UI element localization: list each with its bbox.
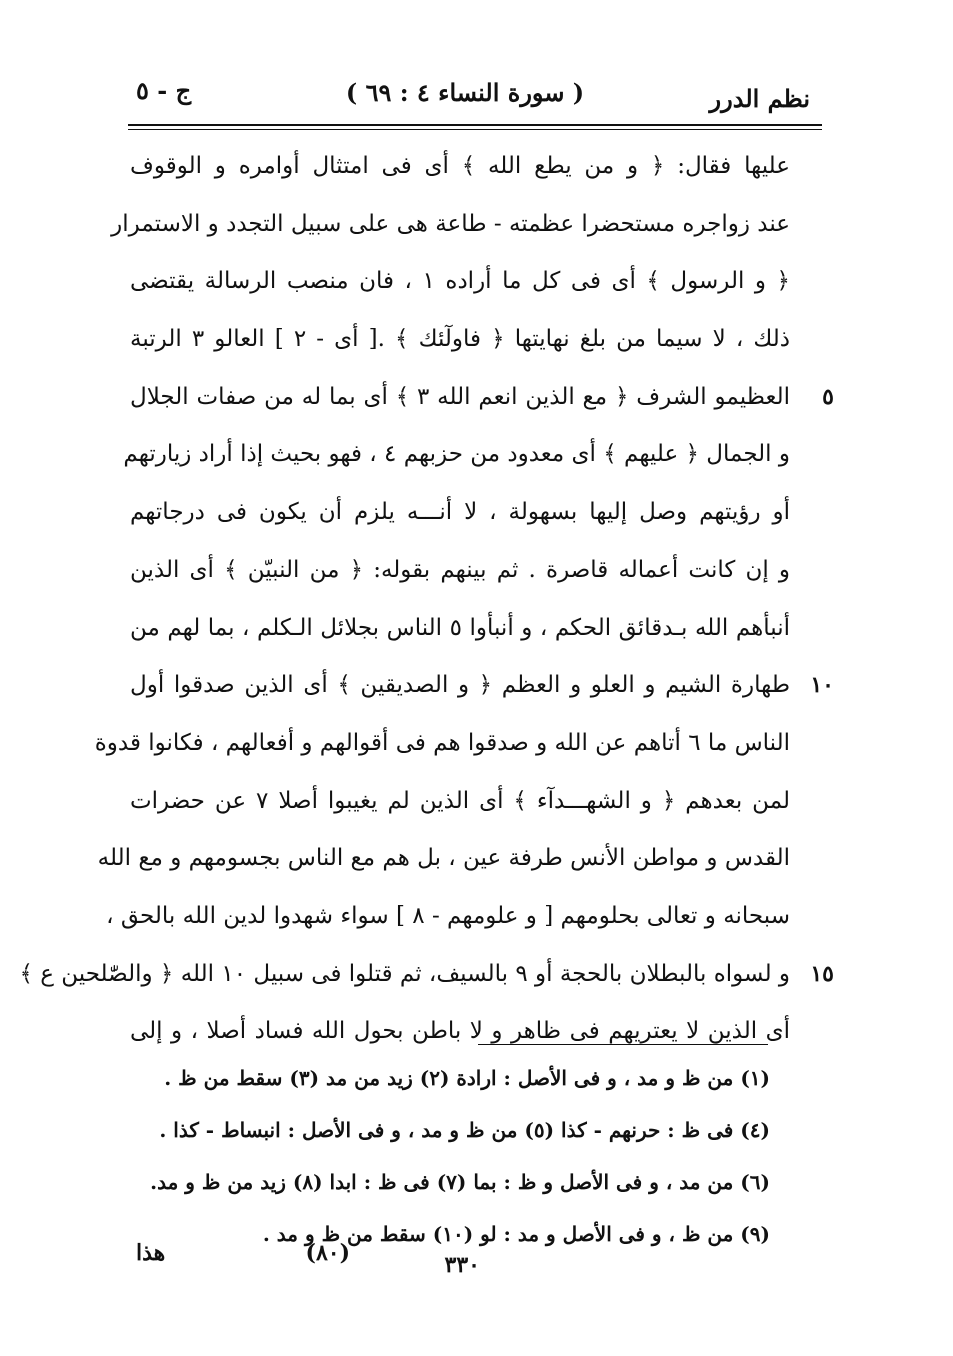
header-rule <box>128 124 822 126</box>
line-text: طهارة الشيم و العلو و العظم ﴿ و الصديقين ﴾ أى الذين صدقوا أول <box>130 672 790 699</box>
catchword: هذا <box>136 1240 166 1266</box>
page-footer <box>120 1240 800 1280</box>
line-number: ٥ <box>822 383 834 410</box>
header-rule-thin <box>128 129 822 130</box>
text-line <box>19 946 834 1004</box>
line-text: عند زواجره مستحضرا عظمته - طاعة هى على سبيل التجدد و الاستمرار <box>111 210 790 237</box>
footnote-line: (٤) فى ظ : حرنهم - كذا (٥) من ظ و مد ، و فى الأصل : انبساط - كذا . <box>159 1118 770 1142</box>
line-text: و إن كانت أعماله قاصرة . ثم بينهم بقوله: ﴿ من النبيّن ﴾ أى الذين <box>130 556 790 583</box>
line-text: العظيمو الشرف ﴿ مع الذين انعم الله ٣ ﴾ أى بما له من صفات الجلال <box>130 383 790 410</box>
text-line <box>130 600 790 658</box>
footnote-line: (١) من ظ و مد ، و فى الأصل : ارادة (٢) زيد من مد (٣) سقط من ظ . <box>164 1066 770 1090</box>
footnote-separator <box>478 1044 768 1045</box>
text-line <box>111 196 790 254</box>
line-text: و الجمال ﴿ عليهم ﴾ أى معدود من حزبهم ٤ ، فهو بحيث إذا أراد زيارتهم <box>123 441 790 468</box>
line-text: أو رؤيتهم وصل إليها بسهولة ، لا أنـــه يلزم أن يكون فى درجاتهم <box>130 499 790 526</box>
text-line <box>123 426 790 484</box>
line-text: سبحانه و تعالى بحلومهم [ و علومهم - ٨ ] سواء شهدوا لدين الله بالحق ، <box>106 902 790 929</box>
text-line <box>94 715 790 773</box>
main-text <box>19 138 834 1061</box>
book-title: نظم الدرر <box>709 84 810 113</box>
text-line <box>130 369 834 427</box>
signature-mark: (٨٠) <box>305 1240 350 1266</box>
text-line <box>97 830 790 888</box>
text-line <box>106 888 790 946</box>
line-text: عليها فقال: ﴿ و من يطع الله ﴾ أى فى امتثال أوامره و الوقوف <box>130 153 790 179</box>
text-line <box>130 657 834 715</box>
line-text: أى الذين لا يعتريهم فى ظاهر و لا باطن بحول الله فساد أصلا ، و إلى <box>130 1018 790 1045</box>
footnotes <box>120 1052 770 1260</box>
line-number: ١٠ <box>810 672 834 699</box>
surah-reference: ( سورة النساء ٤ : ٦٩ ) <box>345 78 585 107</box>
line-text: لمن بعدهم ﴿ و الشهـــدآء ﴾ أى الذين لم يغيبوا أصلا ٧ عن حضرات <box>130 787 790 814</box>
text-line <box>130 542 790 600</box>
line-text: و لسواه بالبطلان بالحجة أو ٩ بالسيف، ثم قتلوا فى سبيل ١٠ الله ﴿ والصّٰلحين ع ﴾ <box>19 960 790 987</box>
line-text: ﴿ و الرسول ﴾ أى فى كل ما أراده ١ ، فان منصب الرسالة يقتضى <box>130 268 790 295</box>
text-line <box>130 311 790 369</box>
text-line <box>130 484 790 542</box>
volume-number: ج - ٥ <box>136 76 192 105</box>
line-text: الناس ما ٦ أتاهم عن الله و صدقوا هم فى أقوالهم و أفعالهم ، فكانوا قدوة <box>94 729 790 756</box>
line-text: القدس و مواطن الأنس طرفة عين ، بل هم مع الناس بجسومهم و مع الله <box>97 845 790 872</box>
footnote-line: (٦) من مد ، و فى الأصل و ظ : بما (٧) فى ظ : ابدا (٨) زيد من ظ و مد. <box>150 1170 770 1194</box>
text-line <box>130 253 790 311</box>
line-text: أنبأهم الله بـدقائق الحكم ، و أنبأوا ٥ الناس بجلائل الـكلم ، بما لهم من <box>130 614 790 641</box>
line-number: ١٥ <box>810 960 834 987</box>
running-header <box>120 70 810 120</box>
page-number: ٣٣٠ <box>444 1252 480 1278</box>
line-text: ذلك ، لا سيما من بلغ نهايتها ﴿ فاولٓئك ﴾ .[ أى - ٢ ] العالو ٣ الرتبة <box>130 326 790 353</box>
text-line <box>130 138 790 196</box>
footnote-line: (٩) من ظ ، و فى الأصل و مد : لو (١٠) سقط من ظ و مد . <box>262 1222 770 1246</box>
text-line <box>130 773 790 831</box>
